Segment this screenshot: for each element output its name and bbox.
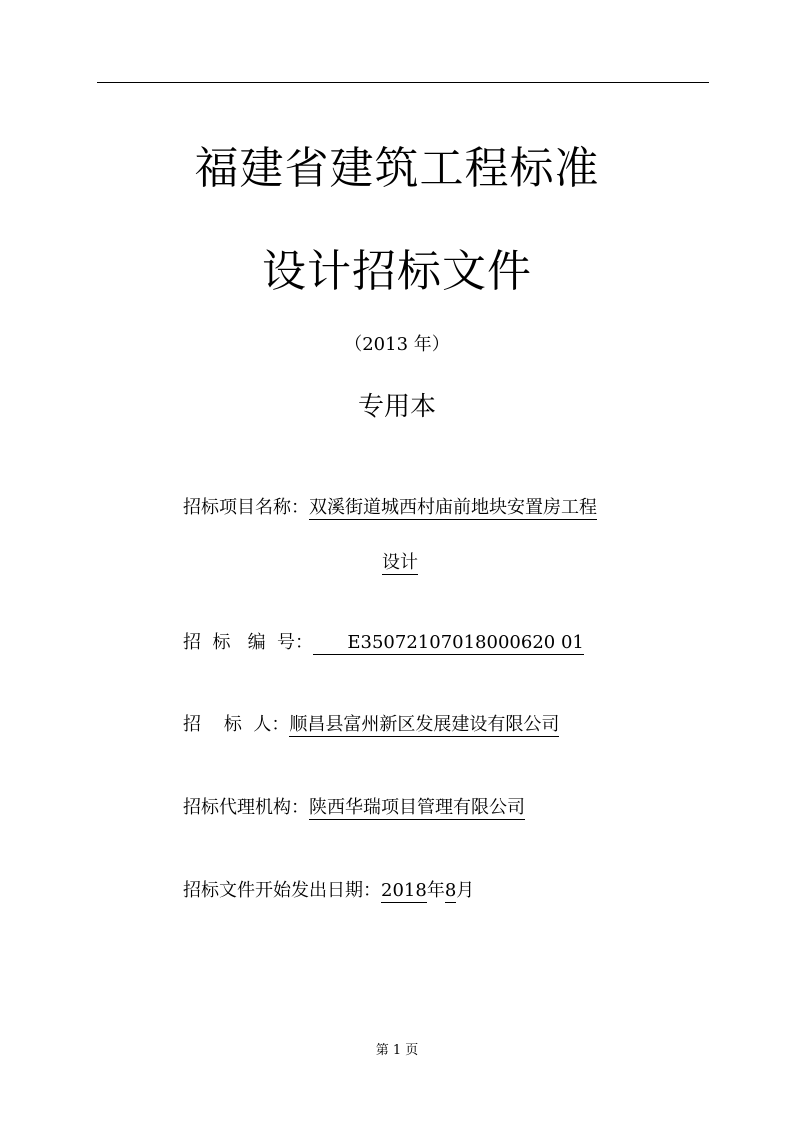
tenderer-value: 顺昌县富州新区发展建设有限公司 xyxy=(289,714,560,735)
issue-date-field xyxy=(183,879,474,903)
issue-date-year: 2018 xyxy=(381,880,427,901)
project-name-label: 招标项目名称： xyxy=(183,497,309,518)
header-rule xyxy=(97,82,709,83)
issue-date-label: 招标文件开始发出日期： xyxy=(183,880,381,901)
tenderer-label: 招 标 人： xyxy=(183,714,290,735)
agency-value: 陕西华瑞项目管理有限公司 xyxy=(309,797,525,818)
project-name-value-continued xyxy=(382,551,418,575)
tender-number-label: 招 标 编 号： xyxy=(183,632,314,653)
tender-number-field xyxy=(183,631,584,655)
document-edition: 专用本 xyxy=(357,392,436,422)
agency-field xyxy=(183,796,525,820)
tenderer-field xyxy=(183,713,559,737)
issue-date-month: 8 xyxy=(444,880,457,901)
issue-date-month-unit: 月 xyxy=(456,880,475,901)
document-year: （2013 年） xyxy=(344,334,450,355)
document-title-line-1: 福建省建筑工程标准 xyxy=(194,143,600,194)
project-name-value-line-2: 设计 xyxy=(382,552,418,573)
issue-date-year-unit: 年 xyxy=(426,880,445,901)
project-name-value: 双溪街道城西村庙前地块安置房工程 xyxy=(309,497,597,518)
tender-number-value: E35072107018000620 01 xyxy=(313,632,584,653)
document-title-line-2: 设计招标文件 xyxy=(262,246,532,297)
page-number: 第 1 页 xyxy=(375,1043,419,1058)
agency-label: 招标代理机构： xyxy=(183,797,309,818)
project-name-field xyxy=(183,496,597,520)
